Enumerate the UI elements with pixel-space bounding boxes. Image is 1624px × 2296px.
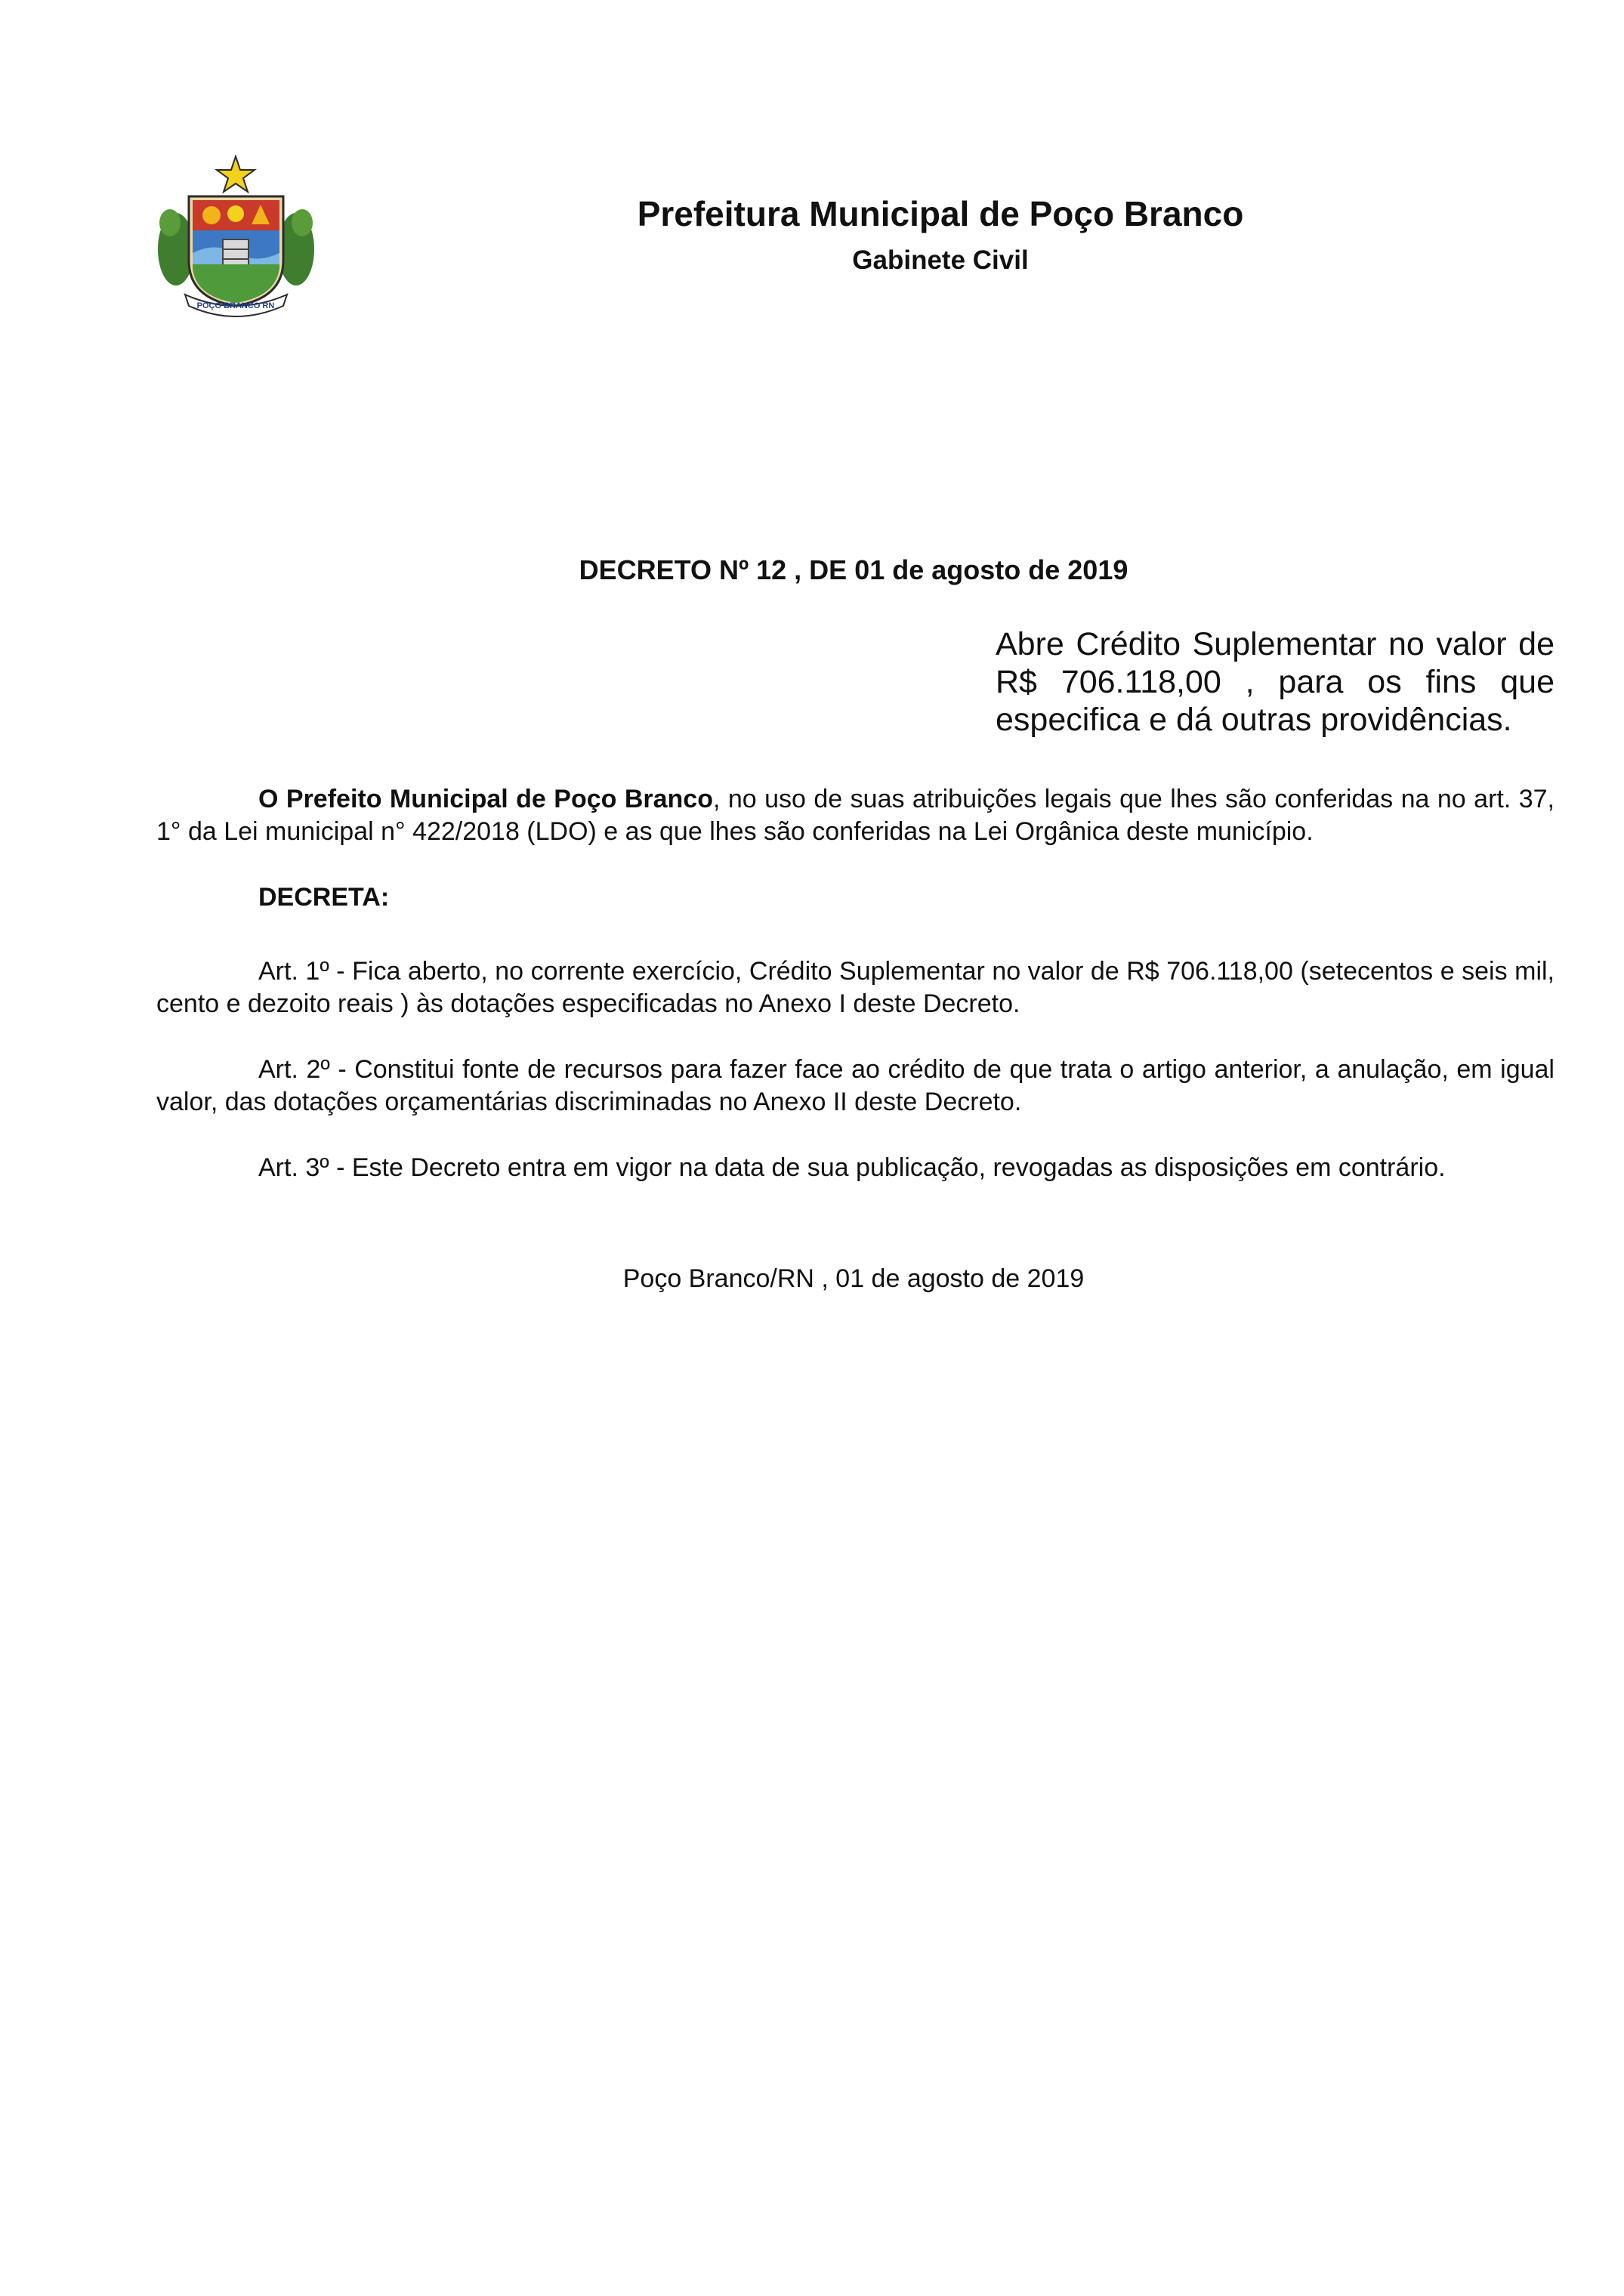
intro-text: , no uso de suas atribuições legais que lhes são conferidas na no art. 37, 1° da Lei municipal n° 422/2018 (LDO) e as que lhes são conferidas na Lei Orgânica deste município. (156, 785, 1555, 846)
article-2: Art. 2º - Constitui fonte de recursos para fazer face ao crédito de que trata o artigo anterior, a anulação, em igual valor, das dotações orçamentárias discriminadas no Anexo II deste Decreto. (156, 1055, 1555, 1116)
intro-subject: O Prefeito Municipal de Poço Branco (258, 785, 713, 813)
article-1: Art. 1º - Fica aberto, no corrente exercício, Crédito Suplementar no valor de R$ 706.118,00 (setecentos e seis mil, cento e dezoito reais ) às dotações especificadas no Anexo I deste Decreto. (156, 957, 1555, 1018)
decree-title: DECRETO Nº 12 , DE 01 de agosto de 2019 (579, 554, 1128, 585)
intro-paragraph (156, 783, 1555, 848)
decree-ementa: Abre Crédito Suplementar no valor de R$ 706.118,00 , para os fins que especifica e dá outras providências. (996, 626, 1555, 738)
page-subtitle: Gabinete Civil (852, 245, 1029, 275)
place-and-date: Poço Branco/RN , 01 de agosto de 2019 (622, 1264, 1085, 1293)
article-3: Art. 3º - Este Decreto entra em vigor na data de sua publicação, revogadas as disposições em contrário. (258, 1153, 1446, 1182)
page-title: Prefeitura Municipal de Poço Branco (637, 194, 1244, 233)
municipal-coat-of-arms-icon (155, 155, 317, 317)
decreta-heading: DECRETA: (258, 883, 390, 912)
svg-text:POÇO BRANCO RN: POÇO BRANCO RN (196, 301, 275, 310)
